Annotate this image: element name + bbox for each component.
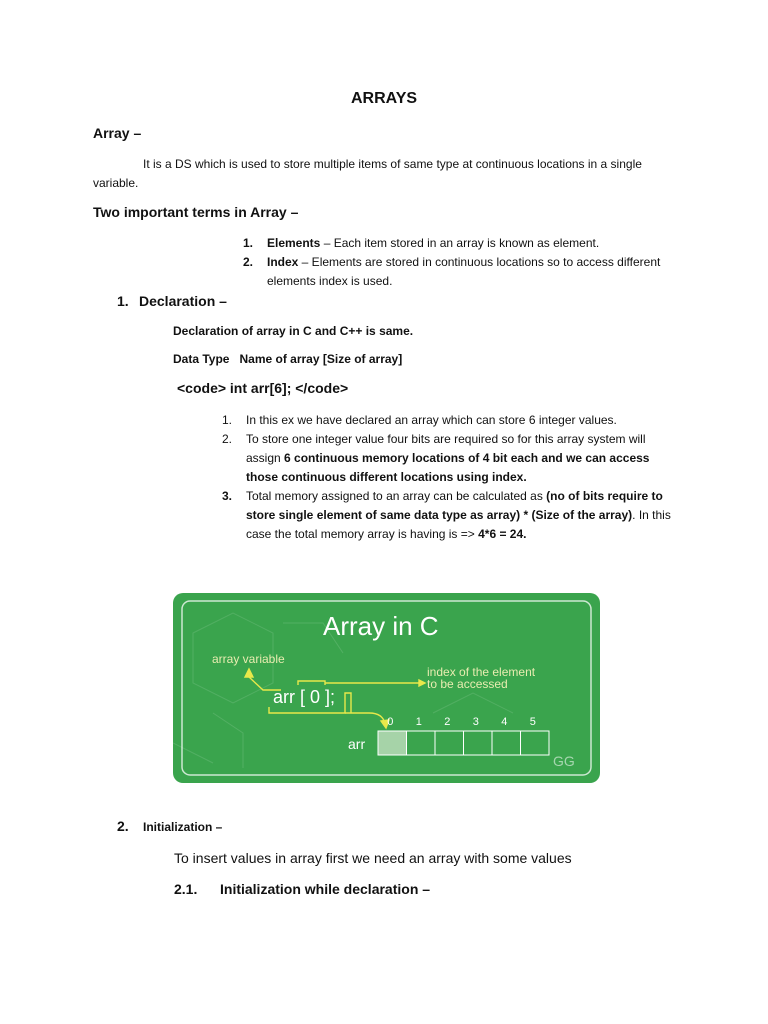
array-heading: Array – — [93, 125, 142, 141]
point-bold-text: 6 continuous memory locations of 4 bit each and we can access those continuous different locations using index. — [246, 451, 650, 484]
terms-heading: Two important terms in Array – — [93, 204, 299, 220]
section-number: 1. — [117, 293, 129, 309]
array-index-label: 2 — [444, 716, 451, 728]
subsection-heading — [174, 881, 430, 897]
array-cell — [521, 731, 550, 755]
terms-list — [243, 234, 683, 291]
list-number: 1. — [222, 413, 233, 427]
subsection-number: 2.1. — [174, 881, 198, 897]
diagram-title: Array in C — [323, 611, 439, 641]
array-expression: arr [ 0 ]; — [273, 687, 336, 707]
list-number: 2. — [222, 432, 233, 446]
list-number: 3. — [222, 489, 233, 503]
initialization-heading — [117, 818, 222, 834]
declaration-line1: Declaration of array in C and C++ is same. — [173, 324, 414, 338]
label-array-variable: array variable — [212, 652, 285, 666]
initialization-text: To insert values in array first we need an array with some values — [174, 850, 572, 866]
definition-paragraph — [93, 155, 673, 193]
array-index-label: 1 — [415, 716, 422, 728]
array-diagram — [173, 593, 600, 783]
list-item — [243, 234, 683, 253]
point-text: In this ex we have declared an array which can store 6 integer values. — [246, 413, 617, 427]
declaration-heading-text: Declaration – — [139, 293, 227, 309]
point-text: To store one integer value four bits are required so for this array system will assign — [246, 432, 646, 465]
list-item — [222, 487, 682, 544]
array-cell — [492, 731, 521, 755]
point-text-post: . In this case the total memory array is having is => — [246, 508, 671, 541]
point-bold-text: (no of bits require to store single element of same data type as array) * (Size of the array) — [246, 489, 663, 522]
declaration-line2-b: Name of array [Size of array] — [239, 352, 403, 366]
array-cell — [378, 731, 407, 755]
subsection-heading-text: Initialization while declaration – — [220, 881, 431, 897]
array-index-label: 5 — [529, 716, 536, 728]
array-cell — [407, 731, 436, 755]
arr-label: arr — [348, 736, 366, 752]
array-index-label: 3 — [472, 716, 479, 728]
geeksforgeeks-logo: GG — [553, 753, 575, 769]
array-cell — [464, 731, 493, 755]
list-item — [222, 411, 682, 430]
array-cells — [378, 716, 549, 755]
label-index-line2: to be accessed — [427, 677, 508, 691]
declaration-heading — [117, 293, 227, 309]
term-label: Index — [267, 255, 299, 269]
term-text: – Each item stored in an array is known as element. — [320, 236, 600, 250]
term-label: Elements — [267, 236, 321, 250]
list-item — [222, 430, 682, 487]
points-list — [222, 411, 682, 544]
list-number: 1. — [243, 236, 254, 250]
declaration-line2 — [173, 352, 402, 366]
page-title: ARRAYS — [350, 90, 418, 107]
array-index-label: 0 — [387, 716, 394, 728]
label-index-line1: index of the element — [427, 665, 536, 679]
list-number: 2. — [243, 255, 254, 269]
point-result: 4*6 = 24. — [478, 527, 527, 541]
array-index-label: 4 — [501, 716, 508, 728]
declaration-line2-a: Data Type — [173, 352, 230, 366]
point-text: Total memory assigned to an array can be calculated as — [246, 489, 547, 503]
list-item — [243, 253, 683, 291]
initialization-heading-text: Initialization – — [143, 820, 223, 834]
definition-text: It is a DS which is used to store multiple items of same type at continuous locations in a single variable. — [93, 157, 642, 190]
section-number: 2. — [117, 818, 129, 834]
term-text: – Elements are stored in continuous locations so to access different elements index is used. — [267, 255, 661, 288]
array-cell — [435, 731, 464, 755]
array-diagram-graphic — [173, 593, 600, 783]
code-example: <code> int arr[6]; </code> — [177, 380, 349, 396]
